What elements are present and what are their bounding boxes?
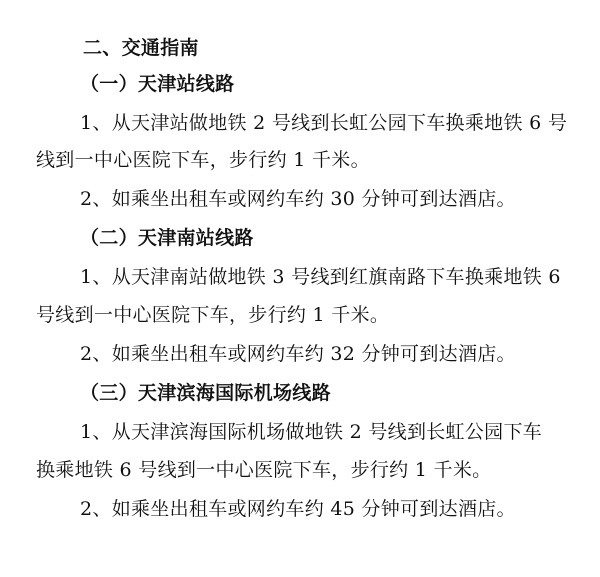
route-2-item-1-line-1: 1、从天津南站做地铁 3 号线到红旗南路下车换乘地铁 6	[80, 266, 561, 288]
route-title-tianjin-south-station: （二）天津南站线路	[80, 227, 254, 249]
route-2-item-2: 2、如乘坐出租车或网约车约 32 分钟可到达酒店。	[80, 343, 516, 365]
route-1-item-2: 2、如乘坐出租车或网约车约 30 分钟可到达酒店。	[80, 188, 516, 210]
route-title-tianjin-station: （一）天津站线路	[80, 73, 235, 95]
route-2-item-1-line-2: 号线到一中心医院下车，步行约 1 千米。	[36, 304, 390, 326]
route-1-item-1-line-1: 1、从天津站做地铁 2 号线到长虹公园下车换乘地铁 6 号	[80, 112, 568, 134]
route-3-item-1-line-1: 1、从天津滨海国际机场做地铁 2 号线到长虹公园下车	[80, 421, 543, 443]
route-3-item-2: 2、如乘坐出租车或网约车约 45 分钟可到达酒店。	[80, 498, 516, 520]
route-3-item-1-line-2: 换乘地铁 6 号线到一中心医院下车，步行约 1 千米。	[36, 459, 492, 481]
section-title: 二、交通指南	[83, 37, 199, 59]
route-title-binhai-airport: （三）天津滨海国际机场线路	[80, 382, 331, 404]
route-1-item-1-line-2: 线到一中心医院下车，步行约 1 千米。	[36, 149, 370, 171]
